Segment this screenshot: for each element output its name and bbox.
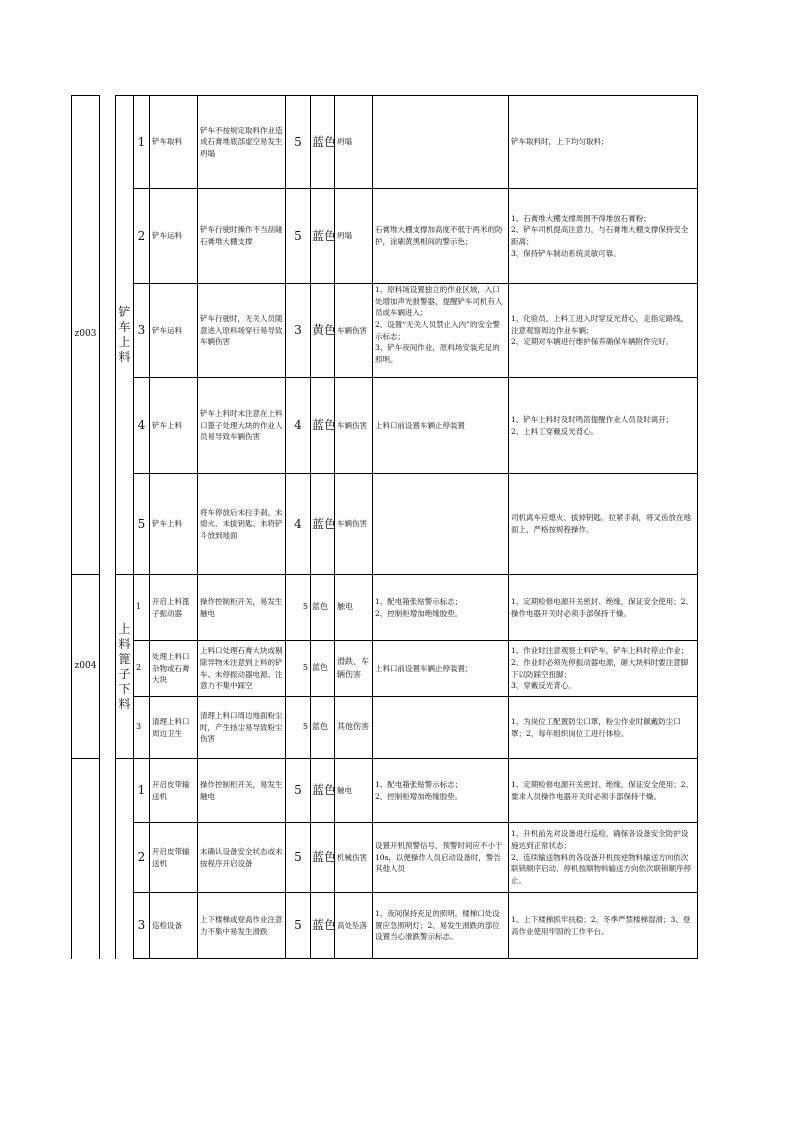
risk-color-level: 蓝色 <box>311 823 335 893</box>
engineering-measures: 设置开机预警信号，预警时间应不小于10s，以便操作人员启动设备时，警告其他人员 <box>373 823 509 893</box>
work-activity: 铲车运料 <box>150 189 198 284</box>
risk-color-level: 蓝色 <box>311 474 335 575</box>
engineering-measures: 1、配电箱张贴警示标志； 2、控制柜增加绝缘胶垫。 <box>373 759 509 823</box>
management-measures: 1、化验员、上料工进入时穿反光背心，走指定路线，注意观察周边作业车辆； 2、定期对车辆进行维护保养确保车辆附件完好。 <box>509 284 698 378</box>
management-measures: 1、定期检修电源开关密封、绝缘，保证安全使用；2、操作电器开关时必须手部保持干燥。 <box>509 575 698 641</box>
hazard-type: 车辆伤害 <box>335 378 373 474</box>
row-number: 1 <box>134 575 150 641</box>
hazard-type: 坍塌 <box>335 96 373 189</box>
hazard-type: 其他伤害 <box>335 697 373 759</box>
group-category <box>116 575 134 759</box>
work-activity: 巡检设备 <box>150 893 198 959</box>
risk-score: 5 <box>286 893 311 959</box>
row-number: 3 <box>134 284 150 378</box>
table-row <box>72 575 698 641</box>
engineering-measures: 石膏堆大棚支撑加高度不低于两米的防护，涂刷黄黑相间的警示色； <box>373 189 509 284</box>
table-row <box>72 284 698 378</box>
management-measures: 1、铲车上料时及时鸣笛提醒作业人员及时离开； 2、上料工穿戴反光背心。 <box>509 378 698 474</box>
risk-score: 5 <box>286 189 311 284</box>
risk-color-level: 蓝色 <box>311 575 335 641</box>
hazard-description: 操作控制柜开关，易发生触电 <box>198 759 286 823</box>
risk-color-level: 蓝色 <box>311 893 335 959</box>
management-measures: 1、为岗位工配置防尘口罩，粉尘作业时佩戴防尘口罩；2、每年组织岗位工进行体检。 <box>509 697 698 759</box>
group-code: z004 <box>72 575 100 759</box>
work-activity: 铲车上料 <box>150 378 198 474</box>
hazard-type: 触电 <box>335 759 373 823</box>
hazard-description: 未确认设备安全状态或未按程序开启设备 <box>198 823 286 893</box>
table-row <box>72 759 698 823</box>
table-row <box>72 378 698 474</box>
table-row <box>72 96 698 189</box>
work-activity: 清理上料口周边卫生 <box>150 697 198 759</box>
spacer-column <box>100 96 116 959</box>
engineering-measures: 上料口前设置车辆止停装置； <box>373 641 509 697</box>
hazard-description: 清理上料口周边地面粉尘时，产生扬尘易导致粉尘伤害 <box>198 697 286 759</box>
risk-score: 4 <box>286 474 311 575</box>
category-label: 上料篦子下料 <box>118 621 131 711</box>
management-measures: 1、定期检修电源开关密封、绝缘，保证安全使用；2、要求人员操作电器开关时必须手部保持干燥。 <box>509 759 698 823</box>
work-activity: 铲车上料 <box>150 474 198 575</box>
hazard-type: 车辆伤害 <box>335 284 373 378</box>
group-code <box>72 759 100 959</box>
row-number: 4 <box>134 378 150 474</box>
row-number: 2 <box>134 823 150 893</box>
management-measures: 1、开机前先对设备进行巡检，确保各设备安全防护设施达到正常状态； 2、连续输送物料的各设备开机按逆物料输送方向依次联锁顺序启动、停机按顺物料输送方向依次联锁顺序停止。 <box>509 823 698 893</box>
table-row <box>72 893 698 959</box>
table-row <box>72 189 698 284</box>
row-number: 1 <box>134 96 150 189</box>
row-number: 3 <box>134 697 150 759</box>
engineering-measures <box>373 96 509 189</box>
risk-color-level: 黄色 <box>311 284 335 378</box>
work-activity: 处理上料口杂物或石膏大块 <box>150 641 198 697</box>
row-number: 1 <box>134 759 150 823</box>
table-row <box>72 697 698 759</box>
hazard-description: 铲车行驶时，无关人员随意进入原料场穿行易导致车辆伤害 <box>198 284 286 378</box>
engineering-measures: 1、夜间保持充足的照明，楼梯口处设置应急照明灯；2、易发生滑跌的部位设置当心滑跌警示标志。 <box>373 893 509 959</box>
risk-score: 5 <box>286 96 311 189</box>
hazard-description: 铲车不按规定取料作业造成石膏堆底部虚空易发生坍塌 <box>198 96 286 189</box>
risk-color-level: 蓝色 <box>311 641 335 697</box>
risk-assessment-table <box>71 95 698 959</box>
hazard-description: 上下楼梯或登高作业注意力不集中易发生滑跌 <box>198 893 286 959</box>
work-activity: 铲车取料 <box>150 96 198 189</box>
risk-color-level: 蓝色 <box>311 189 335 284</box>
management-measures: 1、上下楼梯抓牢扶稳；2、冬季严禁楼梯湿滑；3、登高作业使用牢固的工作平台。 <box>509 893 698 959</box>
management-measures: 司机离车应熄火、拔掉钥匙、拉紧手刹，将叉齿放在地面上，严格按规程操作。 <box>509 474 698 575</box>
risk-color-level: 蓝色 <box>311 96 335 189</box>
risk-color-level: 蓝色 <box>311 697 335 759</box>
row-number: 5 <box>134 474 150 575</box>
risk-score: 5 <box>286 823 311 893</box>
hazard-type: 机械伤害 <box>335 823 373 893</box>
engineering-measures: 上料口前设置车辆止停装置 <box>373 378 509 474</box>
hazard-type: 滑跌、车辆伤害 <box>335 641 373 697</box>
hazard-description: 将车停放后未拉手刹、未熄火、未拔钥匙、未将铲斗放到地面 <box>198 474 286 575</box>
risk-score: 5 <box>286 575 311 641</box>
hazard-description: 铲车上料时未注意在上料口篦子处理大块的作业人员易导致车辆伤害 <box>198 378 286 474</box>
engineering-measures <box>373 474 509 575</box>
row-number: 3 <box>134 893 150 959</box>
hazard-type: 车辆伤害 <box>335 474 373 575</box>
hazard-type: 高处坠落 <box>335 893 373 959</box>
work-activity: 开启皮带输送机 <box>150 823 198 893</box>
engineering-measures <box>373 697 509 759</box>
group-category <box>116 759 134 959</box>
group-category <box>116 96 134 575</box>
hazard-description: 铲车行驶时操作不当刮碰石膏堆大棚支撑 <box>198 189 286 284</box>
hazard-type: 触电 <box>335 575 373 641</box>
management-measures: 1、作业时注意观察上料铲车，铲车上料时停止作业； 2、作业时必须先停振动器电源，砸大块料时要注意脚下以防踩空扭脚； 3、穿戴反光背心。 <box>509 641 698 697</box>
risk-score: 5 <box>286 641 311 697</box>
table-row <box>72 474 698 575</box>
management-measures: 1、石膏堆大棚支撑周围不得堆放石膏粉； 2、铲车司机提高注意力，与石膏堆大棚支撑保持安全距离； 3、保持铲车制动系统灵敏可靠。 <box>509 189 698 284</box>
work-activity: 铲车运料 <box>150 284 198 378</box>
hazard-type: 坍塌 <box>335 189 373 284</box>
engineering-measures: 1、配电箱张贴警示标志； 2、控制柜增加绝缘胶垫。 <box>373 575 509 641</box>
risk-score: 5 <box>286 697 311 759</box>
risk-score: 4 <box>286 378 311 474</box>
group-code: z003 <box>72 96 100 575</box>
risk-score: 3 <box>286 284 311 378</box>
row-number: 2 <box>134 641 150 697</box>
row-number: 2 <box>134 189 150 284</box>
risk-color-level: 蓝色 <box>311 759 335 823</box>
table-row <box>72 641 698 697</box>
category-label: 铲车上料 <box>118 305 131 364</box>
risk-score: 5 <box>286 759 311 823</box>
hazard-description: 上料口处理石膏大块或剔除异物未注意到上料的铲车、未停振动器电源、注意力不集中踩空 <box>198 641 286 697</box>
work-activity: 开启上料篦子振动器 <box>150 575 198 641</box>
table-row <box>72 823 698 893</box>
hazard-description: 操作控制柜开关，易发生触电 <box>198 575 286 641</box>
work-activity: 开启皮带输送机 <box>150 759 198 823</box>
management-measures: 铲车取料时，上下均匀取料； <box>509 96 698 189</box>
engineering-measures: 1、原料场设置独立的作业区域，入口处增加声光报警器，提醒铲车司机有人员或车辆进入； 2、设置“无关人员禁止入内”的安全警示标志； 3、铲车夜间作业，原料场安装充足的照明。 <box>373 284 509 378</box>
risk-color-level: 蓝色 <box>311 378 335 474</box>
